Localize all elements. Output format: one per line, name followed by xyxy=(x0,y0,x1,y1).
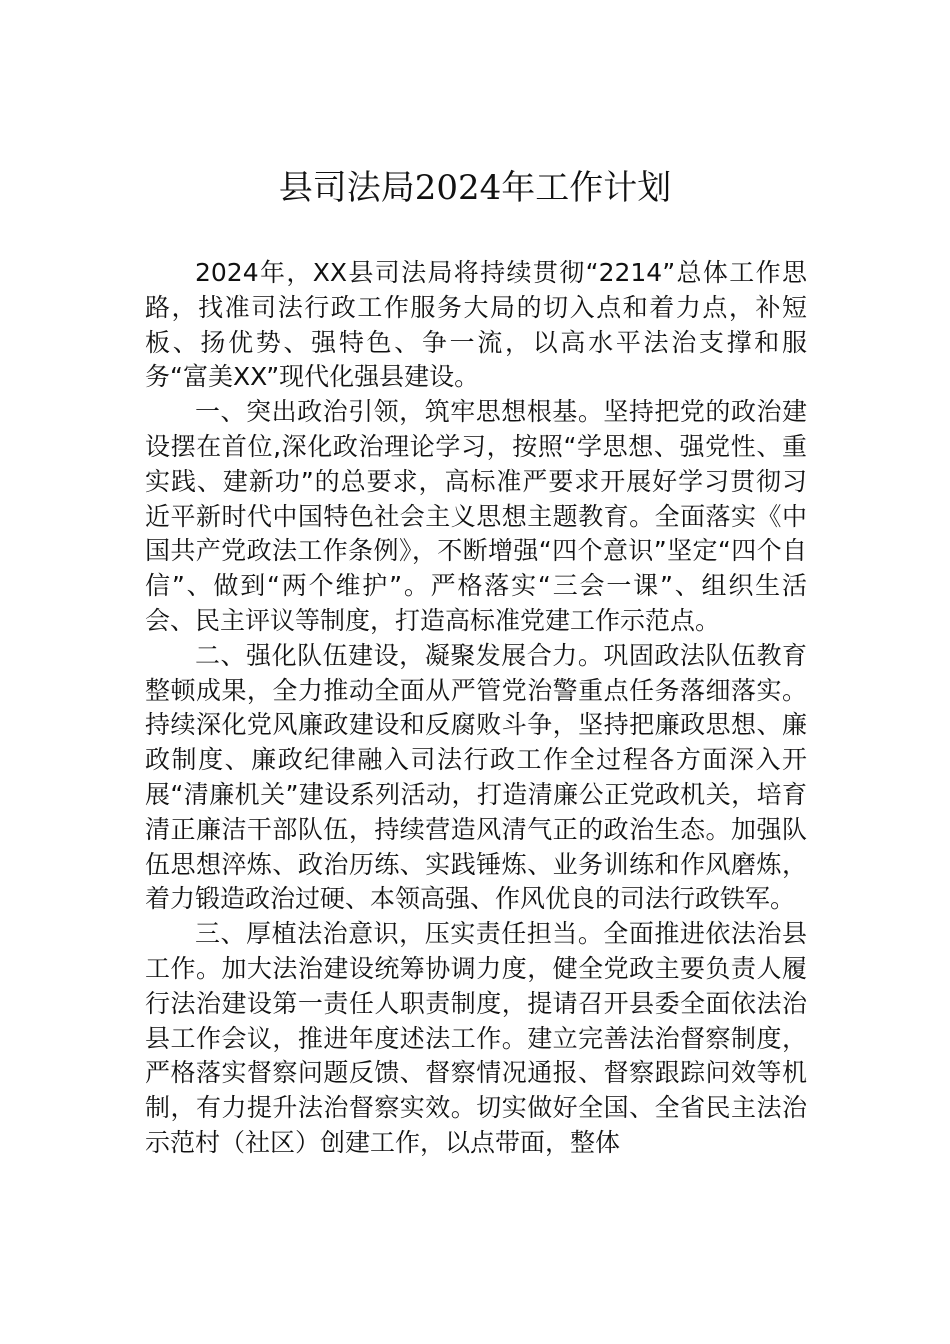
paragraph-section-3: 三、厚植法治意识，压实责任担当。全面推进依法治县工作。加大法治建设统筹协调力度，健全党政主要负责人履行法治建设第一责任人职责制度，提请召开县委全面依法治县工作会议，推进年度述法工作。建立完善法治督察制度，严格落实督察问题反馈、督察情况通报、督察跟踪问效等机制，有力提升法治督察实效。切实做好全国、全省民主法治示范村（社区）创建工作，以点带面，整体 xyxy=(145,919,807,1157)
paragraph-section-2: 二、强化队伍建设，凝聚发展合力。巩固政法队伍教育整顿成果，全力推动全面从严管党治警重点任务落细落实。持续深化党风廉政建设和反腐败斗争，坚持把廉政思想、廉政制度、廉政纪律融入司法行政工作全过程各方面深入开展“清廉机关”建设系列活动，打造清廉公正党政机关，培育清正廉洁干部队伍，持续营造风清气正的政治生态。加强队伍思想淬炼、政治历练、实践锤炼、业务训练和作风磨炼，着力锻造政治过硬、本领高强、作风优良的司法行政铁军。 xyxy=(145,640,807,914)
paragraph-section-1: 一、突出政治引领，筑牢思想根基。坚持把党的政治建设摆在首位,深化政治理论学习，按照“学思想、强党性、重实践、建新功”的总要求，高标准严要求开展好学习贯彻习近平新时代中国特色社会主义思想主题教育。全面落实《中国共产党政法工作条例》，不断增强“四个意识”坚定“四个自信”、做到“两个维护”。严格落实“三会一课”、组织生活会、民主评议等制度，打造高标准党建工作示范点。 xyxy=(145,397,807,635)
document-body xyxy=(145,256,807,1161)
document-title: 县司法局2024年工作计划 xyxy=(278,168,672,208)
paragraph-intro: 2024年，XX县司法局将持续贯彻“2214”总体工作思路，找准司法行政工作服务大局的切入点和着力点，补短板、扬优势、强特色、争一流，以高水平法治支撑和服务“富美XX”现代化强县建设。 xyxy=(145,258,807,392)
